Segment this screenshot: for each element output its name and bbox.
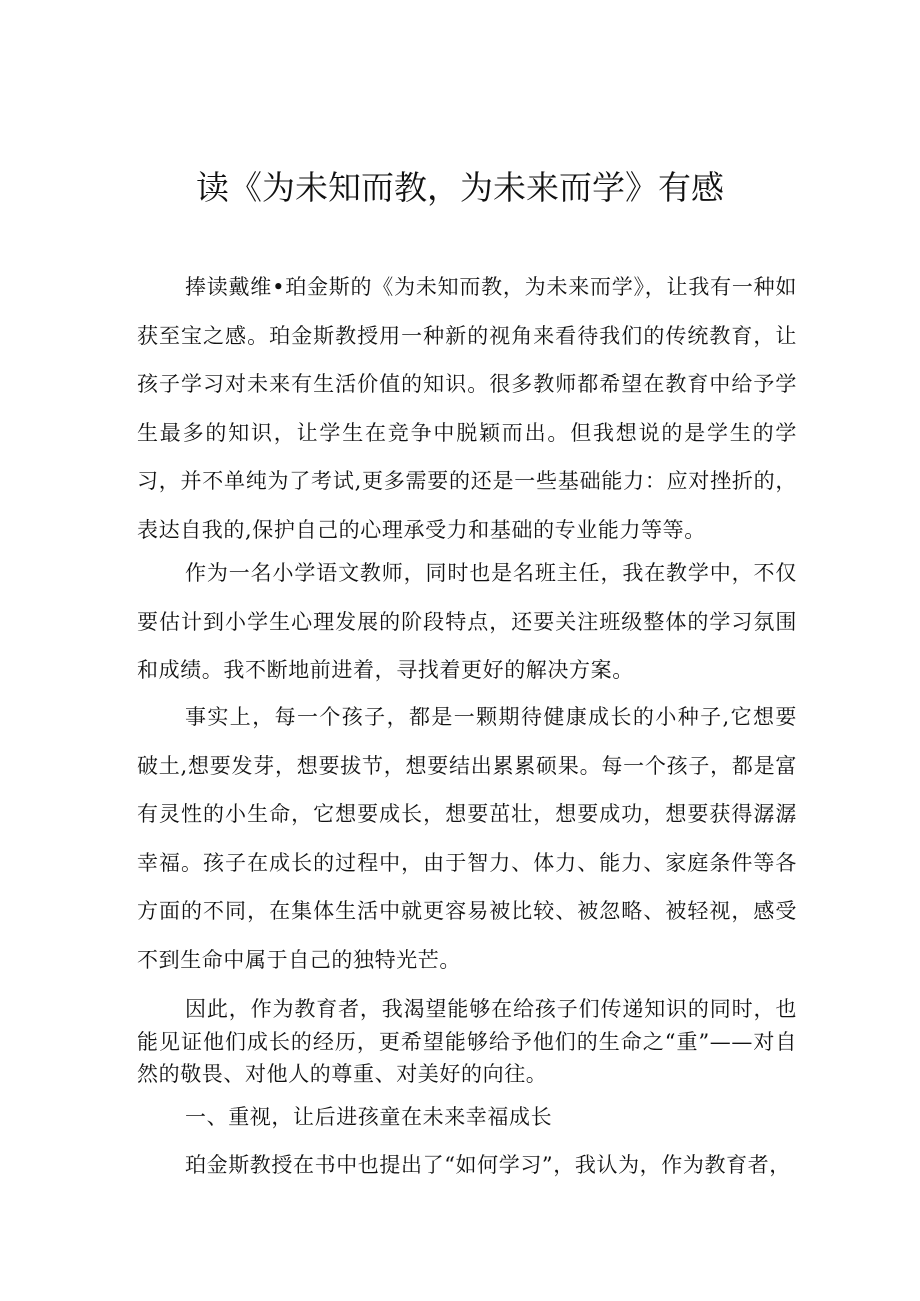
paragraph-3: 事实上，每一个孩子，都是一颗期待健康成长的小种子,它想要破土,想要发芽，想要拔节，想要结出累累硕果。每一个孩子，都是富有灵性的小生命，它想要成长，想要茁壮，想要成功，想要获得潺潺幸福。孩子在成长的过程中，由于智力、体力、能力、家庭条件等各方面的不同，在集体生活中就更容易被比较、被忽略、被轻视，感受不到生命中属于自己的独特光芒。 (137, 705, 797, 972)
paragraph-4: 因此，作为教育者，我渴望能够在给孩子们传递知识的同时，也能见证他们成长的经历，更希望能够给予他们的生命之“重”——对自然的敬畏、对他人的尊重、对美好的向往。 (137, 997, 797, 1086)
paragraph-1: 捧读戴维•珀金斯的《为未知而教，为未来而学》，让我有一种如获至宝之感。珀金斯教授用一种新的视角来看待我们的传统教育，让孩子学习对未来有生活价值的知识。很多教师都希望在教育中给予学生最多的知识，让学生在竞争中脱颖而出。但我想说的是学生的学习，并不单纯为了考试,更多需要的还是一些基础能力：应对挫折的，表达自我的,保护自己的心理承受力和基础的专业能力等等。 (137, 275, 797, 542)
document-title: 读《为未知而教，为未来而学》有感 (196, 168, 724, 207)
section-heading: 一、重视，让后进孩童在未来幸福成长 (185, 1105, 553, 1129)
paragraph-2: 作为一名小学语文教师，同时也是名班主任，我在教学中，不仅要估计到小学生心理发展的阶段特点，还要关注班级整体的学习氛围和成绩。我不断地前进着，寻找着更好的解决方案。 (137, 561, 797, 683)
paragraph-5: 珀金斯教授在书中也提出了“如何学习”，我认为，作为教育者， (185, 1153, 791, 1177)
